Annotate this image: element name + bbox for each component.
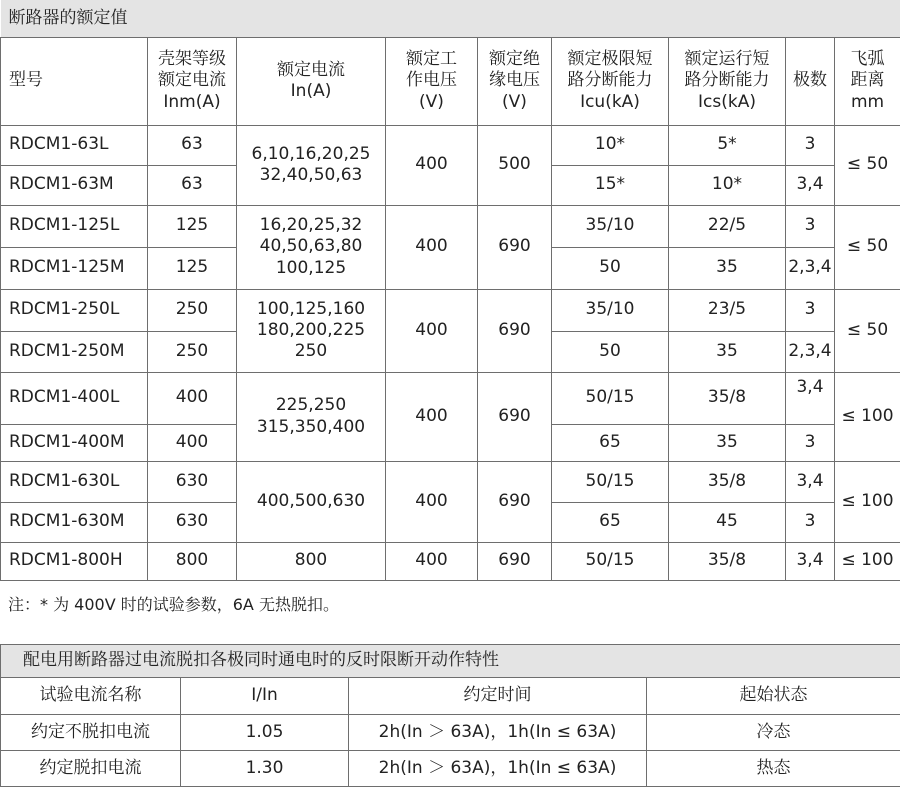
model-cell: RDCM1-400L [1, 372, 148, 424]
ics-cell: 45 [669, 502, 786, 542]
frame-current-cell: 250 [148, 331, 237, 372]
table-cell: 约定不脱扣电流 [1, 715, 181, 751]
icu-cell: 35/10 [552, 289, 669, 331]
header-model: 型号 [1, 37, 148, 125]
table-cell: 约定脱扣电流 [1, 751, 181, 787]
header-work-voltage-line: 额定工 [406, 49, 457, 70]
poles-cell: 2,3,4 [786, 247, 835, 289]
work-voltage-cell: 400 [386, 205, 478, 289]
insulation-voltage-cell: 690 [478, 461, 552, 542]
table-row [1, 289, 900, 331]
icu-cell: 50/15 [552, 461, 669, 502]
table-row [1, 125, 900, 165]
frame-current-cell: 125 [148, 205, 237, 247]
work-voltage-cell: 400 [386, 125, 478, 205]
ics-cell: 23/5 [669, 289, 786, 331]
icu-cell: 65 [552, 502, 669, 542]
rated-current-cell [237, 125, 386, 205]
ics-cell: 22/5 [669, 205, 786, 247]
ics-cell: 35 [669, 424, 786, 461]
ics-cell: 35/8 [669, 542, 786, 580]
header-insulation-voltage-line: 额定绝 [489, 49, 540, 70]
table-cell: 2h(In ＞ 63A)，1h(In ≤ 63A) [349, 715, 647, 751]
header-work-voltage-line: (V) [419, 91, 444, 112]
work-voltage-cell: 400 [386, 461, 478, 542]
table-title-row [1, 645, 900, 678]
work-voltage-cell: 400 [386, 372, 478, 461]
table-row [1, 372, 900, 424]
arc-distance-cell: ≤ 50 [835, 125, 900, 205]
poles-cell: 3 [786, 502, 835, 542]
header-icu [552, 37, 669, 125]
work-voltage-cell: 400 [386, 542, 478, 580]
model-cell: RDCM1-250M [1, 331, 148, 372]
insulation-voltage-cell: 690 [478, 205, 552, 289]
insulation-voltage-cell: 690 [478, 289, 552, 372]
ics-cell: 35 [669, 331, 786, 372]
header-arc-distance [835, 37, 900, 125]
header-work-voltage [386, 37, 478, 125]
column-header: I/In [181, 678, 349, 715]
arc-distance-cell: ≤ 50 [835, 289, 900, 372]
model-cell: RDCM1-63L [1, 125, 148, 165]
header-ics-line: 额定运行短 [684, 49, 770, 70]
frame-current-cell: 630 [148, 461, 237, 502]
header-ics [669, 37, 786, 125]
rated-current-cell-line: 6,10,16,20,25 [251, 143, 371, 164]
rated-current-cell-line: 225,250 [275, 395, 347, 416]
ics-cell: 35/8 [669, 372, 786, 424]
model-cell: RDCM1-250L [1, 289, 148, 331]
rated-current-cell [237, 461, 386, 542]
poles-cell: 3,4 [786, 372, 835, 424]
frame-current-cell: 250 [148, 289, 237, 331]
table-cell: 冷态 [647, 715, 900, 751]
poles-cell: 2,3,4 [786, 331, 835, 372]
table-row [1, 751, 900, 787]
poles-cell: 3,4 [786, 461, 835, 502]
table-row [1, 461, 900, 502]
ics-cell: 5* [669, 125, 786, 165]
header-insulation-voltage [478, 37, 552, 125]
header-frame-current-line: Inm(A) [163, 91, 221, 112]
header-rated-current [237, 37, 386, 125]
ics-cell: 35/8 [669, 461, 786, 502]
ics-cell: 10* [669, 165, 786, 205]
rated-current-cell-line: 100,125 [275, 257, 347, 278]
header-arc-distance-line: 距离 [850, 70, 885, 91]
rated-current-cell-line: 180,200,225 [256, 319, 366, 340]
header-arc-distance-line: 飞弧 [850, 49, 885, 70]
model-cell: RDCM1-630M [1, 502, 148, 542]
rated-current-cell-line: 400,500,630 [256, 490, 366, 511]
arc-distance-cell: ≤ 100 [835, 461, 900, 542]
insulation-voltage-cell: 500 [478, 125, 552, 205]
header-insulation-voltage-line: 缘电压 [489, 70, 540, 91]
frame-current-cell: 400 [148, 372, 237, 424]
header-frame-current-line: 壳架等级 [158, 49, 226, 70]
tripping-characteristics-table [0, 644, 900, 787]
rated-current-cell-line: 100,125,160 [256, 298, 366, 319]
arc-distance-cell: ≤ 100 [835, 542, 900, 580]
header-icu-line: Icu(kA) [580, 91, 640, 112]
rated-current-cell [237, 372, 386, 461]
icu-cell: 15* [552, 165, 669, 205]
column-header: 约定时间 [349, 678, 647, 715]
table-title-row [1, 0, 900, 37]
icu-cell: 50 [552, 331, 669, 372]
icu-cell: 35/10 [552, 205, 669, 247]
header-rated-current-line: In(A) [290, 81, 332, 101]
header-frame-current-line: 额定电流 [158, 70, 226, 91]
model-cell: RDCM1-800H [1, 542, 148, 580]
poles-cell: 3 [786, 424, 835, 461]
rated-current-cell [237, 205, 386, 289]
ics-cell: 35 [669, 247, 786, 289]
rated-current-cell-line: 16,20,25,32 [259, 215, 363, 236]
table-cell: 1.05 [181, 715, 349, 751]
table-cell: 2h(In ＞ 63A)，1h(In ≤ 63A) [349, 751, 647, 787]
rated-current-cell-line: 250 [294, 341, 328, 362]
header-row [1, 678, 900, 715]
table-title: 断路器的额定值 [8, 7, 128, 28]
header-icu-line: 额定极限短 [567, 49, 653, 70]
poles-cell: 3,4 [786, 542, 835, 580]
arc-distance-cell: ≤ 100 [835, 372, 900, 461]
frame-current-cell: 800 [148, 542, 237, 580]
header-poles: 极数 [786, 37, 835, 125]
header-rated-current-line: 额定电流 [277, 59, 345, 80]
table-row [1, 715, 900, 751]
rated-current-cell-line: 800 [294, 550, 328, 571]
work-voltage-cell: 400 [386, 289, 478, 372]
frame-current-cell: 630 [148, 502, 237, 542]
model-cell: RDCM1-400M [1, 424, 148, 461]
icu-cell: 10* [552, 125, 669, 165]
model-cell: RDCM1-125M [1, 247, 148, 289]
frame-current-cell: 63 [148, 165, 237, 205]
rated-current-cell [237, 542, 386, 580]
header-frame-current [148, 37, 237, 125]
model-cell: RDCM1-630L [1, 461, 148, 502]
model-cell: RDCM1-63M [1, 165, 148, 205]
header-work-voltage-line: 作电压 [406, 70, 457, 91]
table-row [1, 542, 900, 580]
icu-cell: 50/15 [552, 542, 669, 580]
header-ics-line: 路分断能力 [684, 70, 770, 91]
rated-current-cell-line: 32,40,50,63 [259, 165, 363, 185]
rated-current-cell-line: 315,350,400 [256, 416, 366, 437]
insulation-voltage-cell: 690 [478, 372, 552, 461]
header-insulation-voltage-line: (V) [502, 91, 527, 112]
frame-current-cell: 63 [148, 125, 237, 165]
insulation-voltage-cell: 690 [478, 542, 552, 580]
table-note: 注：* 为 400V 时的试验参数，6A 无热脱扣。 [8, 595, 339, 614]
rated-current-cell [237, 289, 386, 372]
table-title: 配电用断路器过电流脱扣各极同时通电时的反时限断开动作特性 [1, 645, 900, 678]
table-row [1, 205, 900, 247]
header-row [1, 37, 900, 125]
header-ics-line: Ics(kA) [698, 91, 756, 112]
header-arc-distance-line: mm [850, 91, 885, 112]
column-header: 试验电流名称 [1, 678, 181, 715]
poles-cell: 3 [786, 125, 835, 165]
model-cell: RDCM1-125L [1, 205, 148, 247]
frame-current-cell: 125 [148, 247, 237, 289]
table-cell: 1.30 [181, 751, 349, 787]
icu-cell: 65 [552, 424, 669, 461]
icu-cell: 50/15 [552, 372, 669, 424]
frame-current-cell: 400 [148, 424, 237, 461]
header-icu-line: 路分断能力 [567, 70, 653, 91]
arc-distance-cell: ≤ 50 [835, 205, 900, 289]
poles-cell: 3 [786, 205, 835, 247]
poles-cell: 3 [786, 289, 835, 331]
rated-current-cell-line: 40,50,63,80 [259, 236, 363, 257]
icu-cell: 50 [552, 247, 669, 289]
table-cell: 热态 [647, 751, 900, 787]
column-header: 起始状态 [647, 678, 900, 715]
poles-cell: 3,4 [786, 165, 835, 205]
